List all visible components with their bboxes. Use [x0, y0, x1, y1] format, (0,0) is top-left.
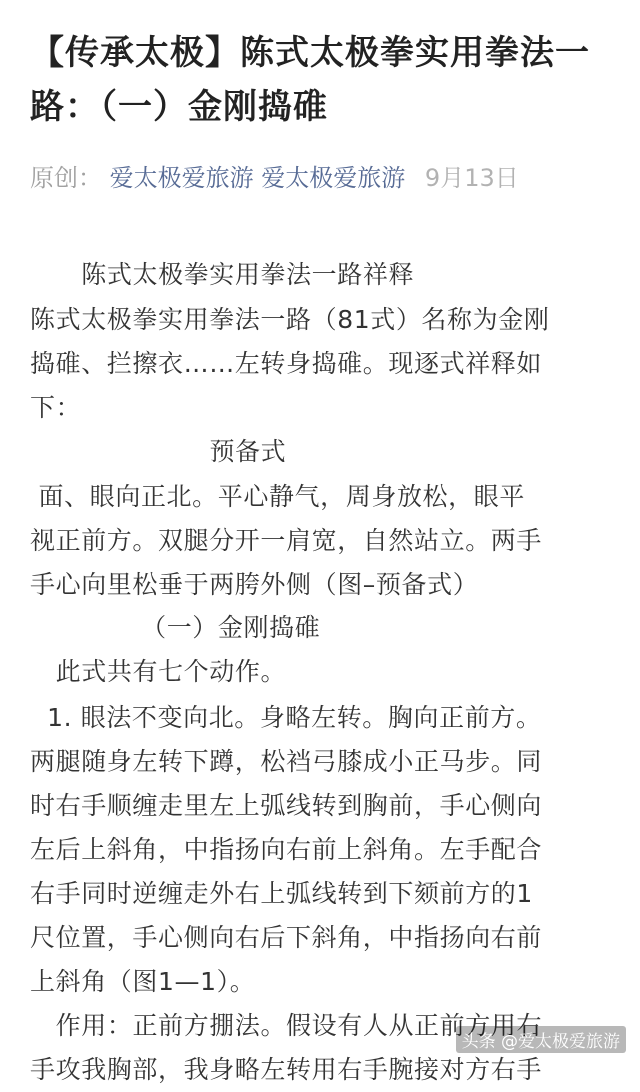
- body-line: 时右手顺缠走里左上弧线转到胸前，手心侧向: [30, 791, 543, 820]
- body-line: 左后上斜角，中指扬向右前上斜角。左手配合: [30, 835, 543, 864]
- body-line: 两腿随身左转下蹲，松裆弓膝成小正马步。同: [30, 747, 543, 776]
- author-link[interactable]: 爱太极爱旅游: [109, 164, 254, 192]
- body-line: 视正前方。双腿分开一肩宽，自然站立。两手: [30, 526, 543, 555]
- body-line: 此式共有七个动作。: [30, 657, 287, 686]
- watermark: 头条 @爱太极爱旅游: [456, 1026, 626, 1053]
- account-name-link[interactable]: 爱太极爱旅游: [261, 164, 406, 192]
- body-line: 捣碓、拦擦衣……左转身捣碓。现逐式祥释如: [30, 349, 543, 378]
- body-line: 陈式太极拳实用拳法一路祥释: [30, 260, 415, 289]
- body-line: 面、眼向正北。平心静气，周身放松，眼平: [30, 482, 525, 511]
- article-title: 【传承太极】陈式太极拳实用拳法一路：（一）金刚捣碓: [30, 33, 590, 127]
- original-label: 原创：: [30, 164, 102, 192]
- body-line: 陈式太极拳实用拳法一路（81式）名称为金刚: [30, 305, 550, 334]
- body-line: 右手同时逆缠走外右上弧线转到下颏前方的1: [30, 879, 533, 908]
- publish-date: 9月13日: [424, 164, 519, 192]
- body-line: 手心向里松垂于两胯外侧（图–预备式）: [30, 570, 479, 599]
- body-line: 手攻我胸部，我身略左转用右手腕接对方右手: [30, 1055, 543, 1084]
- body-line: 尺位置，手心侧向右后下斜角，中指扬向右前: [30, 923, 543, 952]
- body-line: 下：: [30, 393, 82, 422]
- section-heading: 预备式: [30, 437, 287, 466]
- body-line: 1. 眼法不变向北。身略左转。胸向正前方。: [30, 703, 542, 732]
- section-heading: （一）金刚捣碓: [30, 613, 321, 642]
- body-line: 上斜角（图1—1）。: [30, 967, 256, 996]
- article-meta: [30, 160, 519, 196]
- body-line: 作用：正前方掤法。假设有人从正前方用右: [30, 1011, 543, 1040]
